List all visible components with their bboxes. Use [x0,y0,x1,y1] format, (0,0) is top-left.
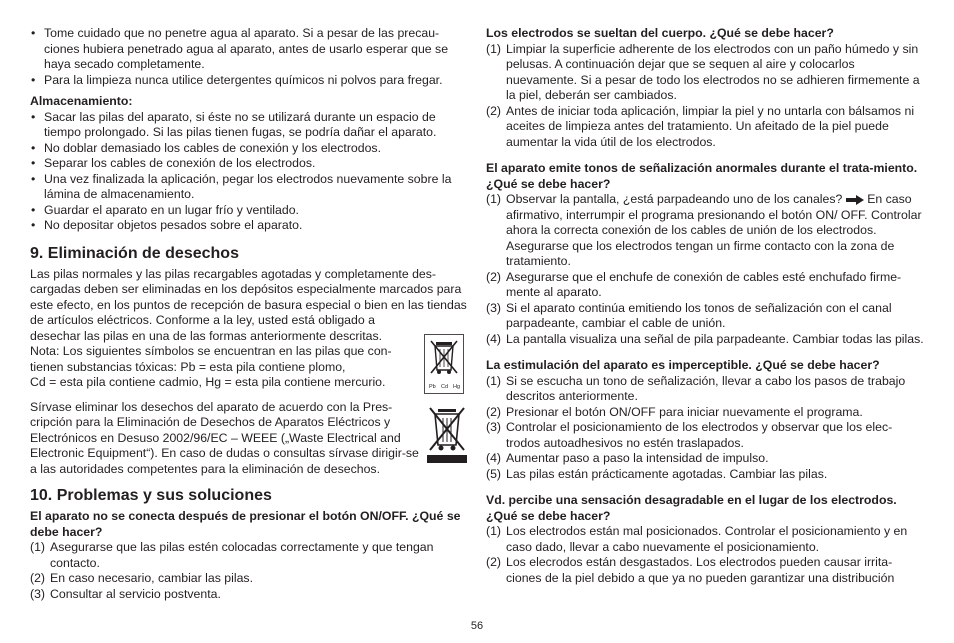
item-text: Si el aparato continúa emitiendo los tonos de señalización con el canal parpadeante, cambiar el cable de unión. [506,300,892,330]
item-text: En caso necesario, cambiar las pilas. [50,571,253,585]
list-item: • No doblar demasiado los cables de conexión y los electrodos. [30,141,470,157]
paragraph-text: Cd = esta pila contiene cadmio, Hg = esta pila contiene mercurio. [30,375,386,389]
item-number: (3) [486,420,502,434]
numbered-list [486,374,926,483]
item-text: Las pilas están prácticamente agotadas. Cambiar las pilas. [506,466,828,481]
list-item [486,374,926,405]
item-text: Los electrodos están mal posicionados. Controlar el posicionamiento y en caso dado, llevar a cabo nuevamente el posicionamiento. [506,524,908,554]
item-number: (2) [486,269,502,284]
list-item [486,555,926,586]
page-number: 56 [470,620,484,632]
list-item [30,571,470,587]
item-text: Observar la pantalla, ¿está parpadeando uno de los canales? [506,192,843,206]
list-item [30,587,470,603]
item-text: Asegurarse que el enchufe de conexión de cables esté enchufado firme-mente al aparato. [506,269,902,299]
item-number: (2) [486,404,502,419]
list-item [486,405,926,421]
item-text: Controlar el posicionamiento de los electrodos y observar que los elec-trodos autoadhesivos no estén traslapados. [506,420,893,450]
battery-disposal-icon [424,334,464,394]
item-text: Si se escucha un tono de señalización, llevar a cabo los pasos de trabajo descritos anteriormente. [506,373,906,403]
battery-label-hg: Hg [453,384,461,390]
question-heading: El aparato no se conecta después de presionar el botón ON/OFF. ¿Qué se debe hacer? [30,509,461,539]
arrow-right-icon [846,195,864,205]
item-text: En caso afirmativo, interrumpir el programa presionando el botón ON/ OFF. Controlar ahora la correcta conexión de los cables de unión de los electrodos. Asegurarse que los electrodos tengan un firme contacto con la zona de tratamiento. [506,192,922,268]
item-number: (3) [30,586,46,601]
item-number: (2) [486,103,502,118]
paragraph-text: Sírvase eliminar los desechos del aparato de acuerdo con la Pres-cripción para la Eliminación de Desechos de Aparatos Eléctricos y Electrónicos en Desuso 2002/96/EC – WEEE („Waste Electrical and Electronic Equipment“). En caso de dudas o consultas sírvase dirigir-se a las autoridades competentes para la eliminación de desechos. [30,399,419,476]
item-text: Los elecrodos están desgastados. Los electrodos pueden causar irrita-ciones de la piel debido a que ya no pueden garantizar una distribución [506,555,895,585]
item-number: (1) [486,373,502,388]
item-text: Aumentar paso a paso la intensidad de impulso. [506,451,769,465]
list-item: • Sacar las pilas del aparato, si éste no se utilizará durante un espacio de tiempo prolongado. Si las pilas tienen fugas, se podría dañar el aparato. [30,110,470,141]
item-text: Consultar al servicio postventa. [50,586,221,601]
list-item [486,104,926,151]
list-item [486,270,926,301]
section-9-paragraph-2 [30,400,470,478]
item-number: (2) [30,571,46,585]
weee-disposal-icon [426,405,468,465]
list-item [30,540,470,571]
list-item: • No depositar objetos pesados sobre el aparato. [30,218,470,234]
list-item [486,332,926,348]
intro-bullet-list [30,26,470,88]
item-number: (5) [486,466,502,481]
list-item [486,420,926,451]
right-column [486,26,926,586]
question-heading: Los electrodos se sueltan del cuerpo. ¿Qué se debe hacer? [486,26,834,40]
item-text: Asegurarse que las pilas estén colocadas correctamente y que tengan contacto. [50,540,434,570]
storage-heading: Almacenamiento: [30,94,133,108]
list-item [486,192,926,270]
paragraph-text: desechar las pilas en una de las formas anteriormente descritas. [30,328,383,343]
list-item [486,42,926,104]
question-heading: El aparato emite tonos de señalización anormales durante el trata-miento. ¿Qué se debe hacer? [486,161,918,191]
list-item: • Una vez finalizada la aplicación, pegar los electrodos nuevamente sobre la lámina de almacenamiento. [30,172,470,203]
numbered-list [30,540,470,602]
left-column [30,26,470,602]
item-text: Limpiar la superficie adherente de los electrodos con un paño húmedo y sin pelusas. A continuación dejar que se sequen al aire y colocarlos nuevamente. Si a pesar de todo los electrodos no se adhieren firmemente a la piel, deberán ser cambiados. [506,41,920,102]
list-item [486,524,926,555]
item-text: Antes de iniciar toda aplicación, limpiar la piel y no untarla con bálsamos ni aceites de limpieza antes del tratamiento. Un afeitado de la piel puede aumentar la vida útil de los electrodos. [506,103,915,149]
question-heading: La estimulación del aparato es imperceptible. ¿Qué se debe hacer? [486,358,880,372]
item-number: (3) [486,300,502,315]
battery-label-pb: Pb [429,384,436,390]
numbered-list [486,524,926,586]
list-item: • Separar los cables de conexión de los electrodos. [30,156,470,172]
item-number: (2) [486,555,502,569]
section-9-title: 9. Eliminación de desechos [30,244,239,262]
battery-label-cd: Cd [441,384,449,390]
list-item: • Guardar el aparato en un lugar frío y ventilado. [30,203,470,219]
storage-bullet-list [30,110,470,234]
item-number: (1) [486,192,502,206]
list-item: • Para la limpieza nunca utilice detergentes químicos ni polvos para fregar. [30,73,470,89]
section-10-title: 10. Problemas y sus soluciones [30,487,272,504]
list-item [486,467,926,483]
item-number: (1) [486,41,502,56]
list-item [486,301,926,332]
item-number: (1) [30,540,46,554]
item-text: La pantalla visualiza una señal de pila parpadeante. Cambiar todas las pilas. [506,331,924,346]
paragraph-text: Nota: Los siguientes símbolos se encuentran en las pilas que con-tienen substancias tóxicas: Pb = esta pila contiene plomo, [30,344,392,374]
section-9-paragraph-1 [30,267,470,391]
list-item [486,451,926,467]
item-number: (1) [486,524,502,538]
numbered-list [486,42,926,151]
numbered-list [486,192,926,347]
item-text: Presionar el botón ON/OFF para iniciar nuevamente el programa. [506,404,863,419]
paragraph-text: Las pilas normales y las pilas recargables agotadas y completamente des-cargadas deben ser eliminadas en los depósitos especialmente marcados para este efecto, en los puntos de recepción de basura especial o bien en las tiendas de artículos eléctricos. Conforme a la ley, usted está obligado a [30,266,467,327]
item-number: (4) [486,451,502,465]
list-item: • Tome cuidado que no penetre agua al aparato. Si a pesar de las precau-ciones hubiera penetrado agua al aparato, antes de usarlo esperar que se haya secado completamente. [30,26,470,73]
item-number: (4) [486,331,502,346]
question-heading: Vd. percibe una sensación desagradable en el lugar de los electrodos. ¿Qué se debe hacer? [486,493,897,523]
